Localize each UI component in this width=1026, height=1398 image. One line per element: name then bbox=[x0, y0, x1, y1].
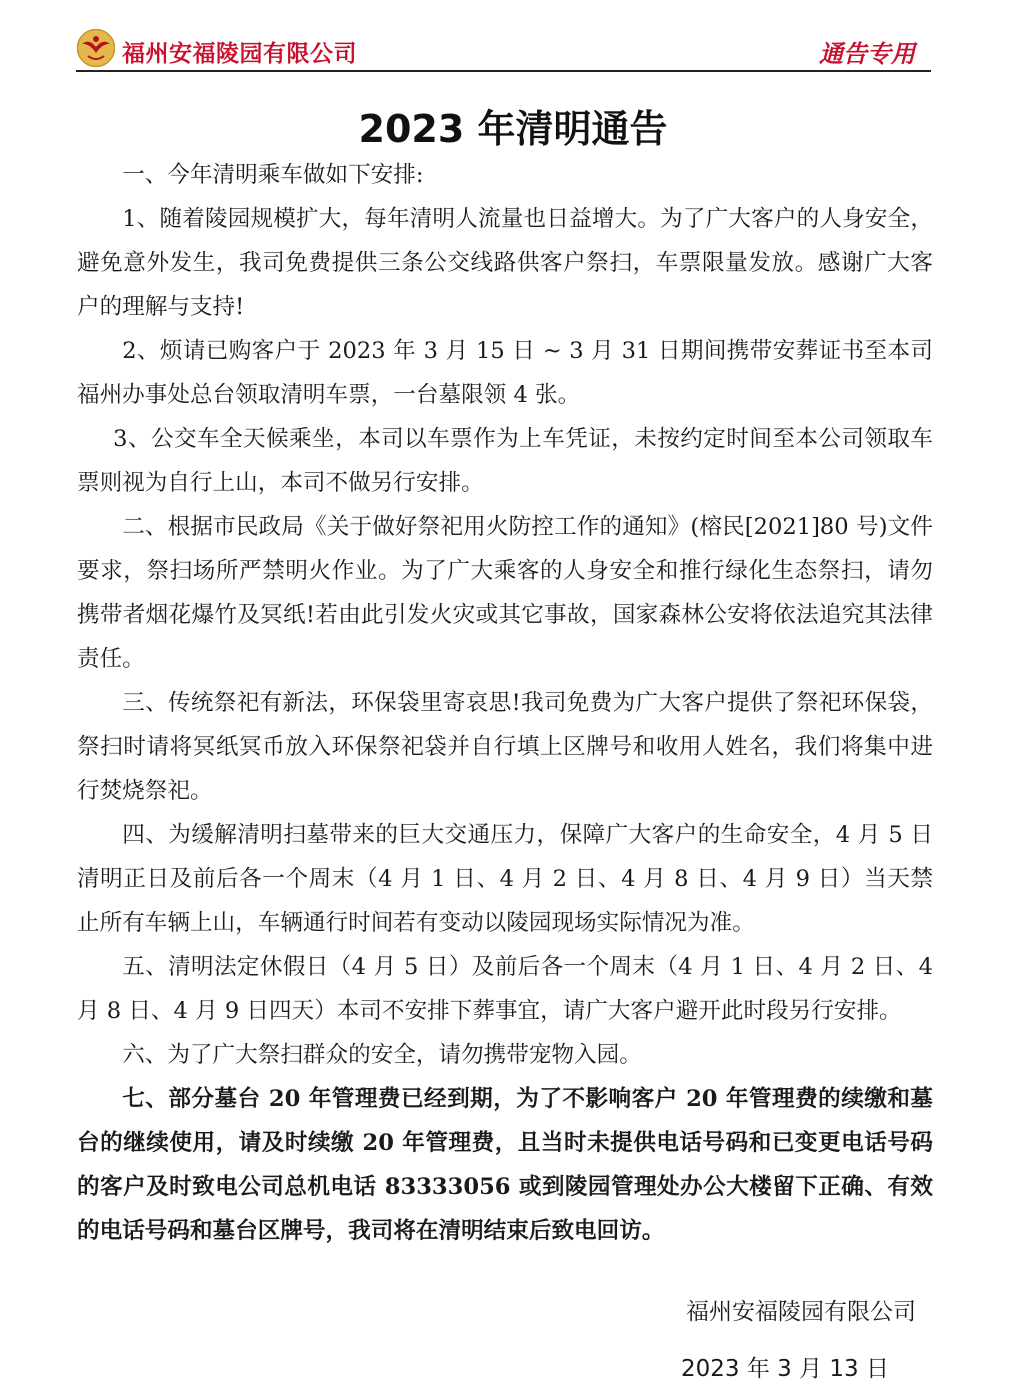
paragraph-section-4: 四、为缓解清明扫墓带来的巨大交通压力，保障广大客户的生命安全，4 月 5 日清明正日及前后各一个周末（4 月 1 日、4 月 2 日、4 月 8 日、4 月 9 日）当天禁止所有车辆上山，车辆通行时间若有变动以陵园现场实际情况为准。 bbox=[77, 822, 933, 936]
notice-title: 2023 年清明通告 bbox=[358, 107, 668, 151]
special-use-label: 通告专用 bbox=[819, 40, 915, 68]
company-logo-icon bbox=[76, 28, 116, 68]
paragraph-section-3: 三、传统祭祀有新法，环保袋里寄哀思!我司免费为广大客户提供了祭祀环保袋，祭扫时请将冥纸冥币放入环保祭祀袋并自行填上区牌号和收用人姓名，我们将集中进行焚烧祭祀。 bbox=[77, 690, 933, 804]
paragraph-section-6: 六、为了广大祭扫群众的安全，请勿携带宠物入园。 bbox=[122, 1042, 642, 1068]
notice-body bbox=[77, 153, 933, 1253]
signature-date: 2023 年 3 月 13 日 bbox=[681, 1356, 889, 1382]
letterhead bbox=[76, 26, 931, 72]
paragraph-section-2: 二、根据市民政局《关于做好祭祀用火防控工作的通知》(榕民[2021]80 号)文件要求，祭扫场所严禁明火作业。为了广大乘客的人身安全和推行绿化生态祭扫，请勿携带者烟花爆竹及冥纸!若由此引发火灾或其它事故，国家森林公安将依法追究其法律责任。 bbox=[77, 514, 933, 672]
letterhead-company-name: 福州安福陵园有限公司 bbox=[122, 41, 357, 67]
signature-company: 福州安福陵园有限公司 bbox=[686, 1299, 916, 1325]
section-heading-1: 一、今年清明乘车做如下安排: bbox=[122, 162, 424, 188]
paragraph-section-5: 五、清明法定休假日（4 月 5 日）及前后各一个周末（4 月 1 日、4 月 2 日、4 月 8 日、4 月 9 日四天）本司不安排下葬事宜，请广大客户避开此时段另行安排。 bbox=[77, 954, 933, 1024]
paragraph-item-1: 1、随着陵园规模扩大，每年清明人流量也日益增大。为了广大客户的人身安全，避免意外发生，我司免费提供三条公交线路供客户祭扫，车票限量发放。感谢广大客户的理解与支持! bbox=[77, 206, 933, 320]
paragraph-item-3: 3、公交车全天候乘坐，本司以车票作为上车凭证，未按约定时间至本公司领取车票则视为自行上山，本司不做另行安排。 bbox=[77, 426, 933, 496]
paragraph-section-7: 七、部分墓台 20 年管理费已经到期，为了不影响客户 20 年管理费的续缴和墓台的继续使用，请及时续缴 20 年管理费，且当时未提供电话号码和已变更电话号码的客户及时致电公司总机电话 83333056 或到陵园管理处办公大楼留下正确、有效的电话号码和墓台区牌号，我司将在清明结束后致电回访。 bbox=[77, 1086, 933, 1244]
paragraph-item-2: 2、烦请已购客户于 2023 年 3 月 15 日 ~ 3 月 31 日期间携带安葬证书至本司福州办事处总台领取清明车票，一台墓限领 4 张。 bbox=[77, 338, 933, 408]
